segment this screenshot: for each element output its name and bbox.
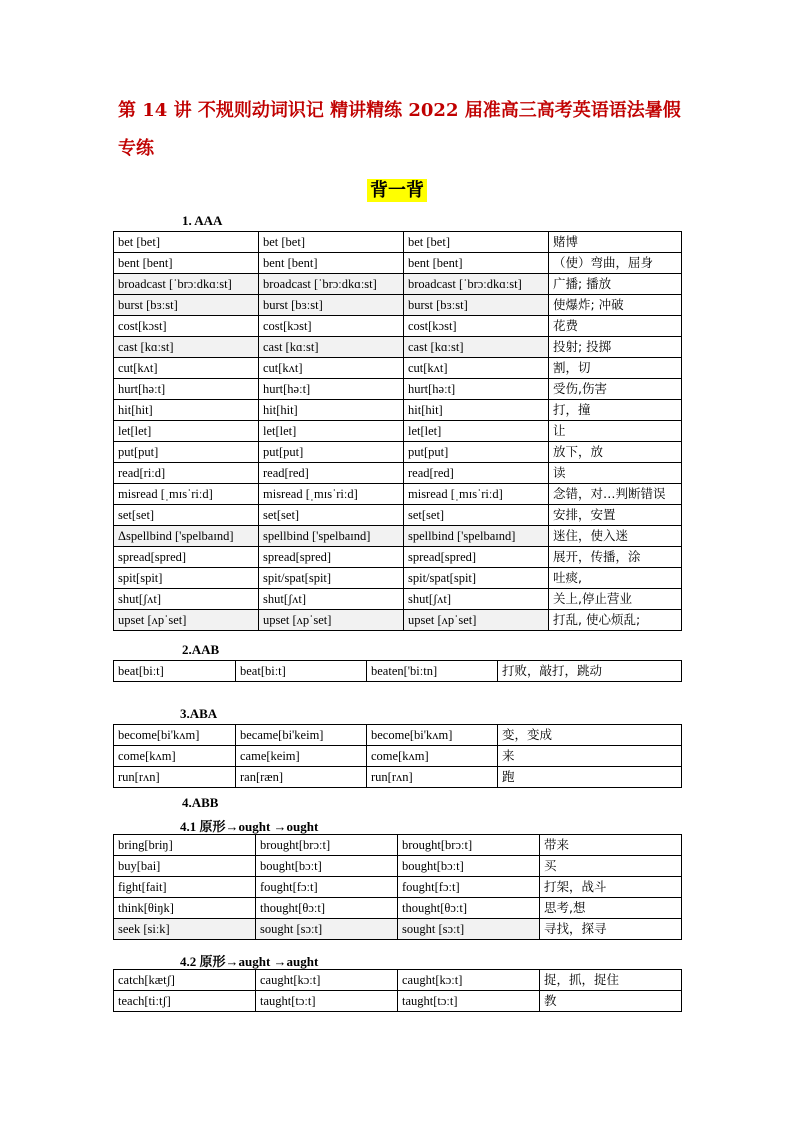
table-row <box>114 253 682 274</box>
verb-form-cell: upset [ʌpˈset] <box>259 610 404 631</box>
table-row <box>114 767 682 788</box>
verb-form-cell: taught[tɔːt] <box>256 991 398 1012</box>
meaning-cell: 买 <box>540 856 682 877</box>
meaning-cell: 受伤,伤害 <box>549 379 682 400</box>
verb-form-cell: broadcast [ˈbrɔːdkɑːst] <box>259 274 404 295</box>
verb-form-cell: brought[brɔːt] <box>398 835 540 856</box>
table-ought <box>113 834 682 940</box>
verb-form-cell: cast [kɑːst] <box>404 337 549 358</box>
table-aught <box>113 969 682 1012</box>
table-row <box>114 991 682 1012</box>
verb-form-cell: beat[biːt] <box>114 661 236 682</box>
verb-form-cell: set[set] <box>404 505 549 526</box>
verb-form-cell: bet [bet] <box>259 232 404 253</box>
meaning-cell: 广播; 播放 <box>549 274 682 295</box>
verb-form-cell: let[let] <box>114 421 259 442</box>
verb-form-cell: misread [ˌmɪsˈriːd] <box>404 484 549 505</box>
meaning-cell: 读 <box>549 463 682 484</box>
table-row <box>114 746 682 767</box>
verb-form-cell: spellbind ['spelbaɪnd] <box>404 526 549 547</box>
verb-form-cell: ran[ræn] <box>236 767 367 788</box>
meaning-cell: 念错，对…判断错误 <box>549 484 682 505</box>
verb-form-cell: hit[hit] <box>259 400 404 421</box>
verb-form-cell: broadcast [ˈbrɔːdkɑːst] <box>114 274 259 295</box>
verb-form-cell: spit/spat[spit] <box>404 568 549 589</box>
meaning-cell: 迷住，使入迷 <box>549 526 682 547</box>
verb-form-cell: catch[kætʃ] <box>114 970 256 991</box>
verb-form-cell: come[kʌm] <box>114 746 236 767</box>
verb-form-cell: set[set] <box>114 505 259 526</box>
table-row <box>114 337 682 358</box>
highlighted-heading: 背一背 <box>367 179 427 202</box>
table-row <box>114 919 682 940</box>
verb-form-cell: broadcast [ˈbrɔːdkɑːst] <box>404 274 549 295</box>
verb-form-cell: beat[biːt] <box>236 661 367 682</box>
verb-form-cell: cut[kʌt] <box>114 358 259 379</box>
table-row <box>114 835 682 856</box>
label-aba: 3.ABA <box>180 706 218 721</box>
verb-form-cell: cost[kɔst] <box>259 316 404 337</box>
label-aught: 4.2 原形→aught →aught <box>180 954 319 969</box>
table-row <box>114 463 682 484</box>
meaning-cell: 带来 <box>540 835 682 856</box>
verb-form-cell: spit[spit] <box>114 568 259 589</box>
table-row <box>114 568 682 589</box>
verb-form-cell: cut[kʌt] <box>404 358 549 379</box>
table-row <box>114 725 682 746</box>
label-abb: 4.ABB <box>182 795 219 810</box>
verb-form-cell: bent [bent] <box>114 253 259 274</box>
verb-form-cell: bought[bɔːt] <box>398 856 540 877</box>
verb-form-cell: cast [kɑːst] <box>259 337 404 358</box>
verb-form-cell: shut[ʃʌt] <box>404 589 549 610</box>
verb-form-cell: taught[tɔːt] <box>398 991 540 1012</box>
table-row <box>114 877 682 898</box>
meaning-cell: 关上,停止营业 <box>549 589 682 610</box>
meaning-cell: 投射; 投掷 <box>549 337 682 358</box>
verb-form-cell: hit[hit] <box>404 400 549 421</box>
section-heading <box>0 176 794 202</box>
meaning-cell: 花费 <box>549 316 682 337</box>
verb-form-cell: thought[θɔːt] <box>256 898 398 919</box>
verb-form-cell: misread [ˌmɪsˈriːd] <box>114 484 259 505</box>
verb-form-cell: cast [kɑːst] <box>114 337 259 358</box>
table-row <box>114 589 682 610</box>
meaning-cell: 赌博 <box>549 232 682 253</box>
verb-form-cell: Δspellbind ['spelbaɪnd] <box>114 526 259 547</box>
verb-form-cell: misread [ˌmɪsˈriːd] <box>259 484 404 505</box>
verb-form-cell: spread[spred] <box>114 547 259 568</box>
verb-form-cell: seek [siːk] <box>114 919 256 940</box>
verb-form-cell: bent [bent] <box>259 253 404 274</box>
table-row <box>114 526 682 547</box>
table-row <box>114 274 682 295</box>
meaning-cell: 安排，安置 <box>549 505 682 526</box>
verb-form-cell: hurt[həːt] <box>404 379 549 400</box>
document-title: 第 14 讲 不规则动词识记 精讲精练 2022 届准高三高考英语语法暑假专练 <box>118 100 681 159</box>
table-row <box>114 970 682 991</box>
verb-form-cell: spit/spat[spit] <box>259 568 404 589</box>
meaning-cell: 教 <box>540 991 682 1012</box>
meaning-cell: 让 <box>549 421 682 442</box>
verb-form-cell: spread[spred] <box>404 547 549 568</box>
verb-form-cell: fought[fɔːt] <box>398 877 540 898</box>
verb-form-cell: put[put] <box>404 442 549 463</box>
verb-form-cell: buy[bai] <box>114 856 256 877</box>
verb-form-cell: cost[kɔst] <box>114 316 259 337</box>
table-row <box>114 898 682 919</box>
meaning-cell: 割，切 <box>549 358 682 379</box>
verb-form-cell: read[red] <box>404 463 549 484</box>
verb-form-cell: upset [ʌpˈset] <box>404 610 549 631</box>
verb-form-cell: hurt[həːt] <box>259 379 404 400</box>
table-aaa <box>113 231 682 631</box>
meaning-cell: 跑 <box>498 767 682 788</box>
verb-form-cell: bought[bɔːt] <box>256 856 398 877</box>
verb-form-cell: caught[kɔːt] <box>398 970 540 991</box>
verb-form-cell: fought[fɔːt] <box>256 877 398 898</box>
verb-form-cell: bring[briŋ] <box>114 835 256 856</box>
verb-form-cell: upset [ʌpˈset] <box>114 610 259 631</box>
verb-form-cell: become[bi'kʌm] <box>367 725 498 746</box>
verb-form-cell: fight[fait] <box>114 877 256 898</box>
verb-form-cell: thought[θɔːt] <box>398 898 540 919</box>
verb-form-cell: cost[kɔst] <box>404 316 549 337</box>
meaning-cell: 寻找，探寻 <box>540 919 682 940</box>
verb-form-cell: think[θiŋk] <box>114 898 256 919</box>
verb-form-cell: spread[spred] <box>259 547 404 568</box>
meaning-cell: 打，撞 <box>549 400 682 421</box>
verb-form-cell: cut[kʌt] <box>259 358 404 379</box>
verb-form-cell: bet [bet] <box>114 232 259 253</box>
verb-form-cell: teach[tiːtʃ] <box>114 991 256 1012</box>
table-row <box>114 316 682 337</box>
meaning-cell: 思考,想 <box>540 898 682 919</box>
verb-form-cell: let[let] <box>404 421 549 442</box>
verb-form-cell: let[let] <box>259 421 404 442</box>
verb-form-cell: read[riːd] <box>114 463 259 484</box>
verb-form-cell: hit[hit] <box>114 400 259 421</box>
table-row <box>114 421 682 442</box>
table-row <box>114 358 682 379</box>
verb-form-cell: shut[ʃʌt] <box>259 589 404 610</box>
verb-form-cell: hurt[həːt] <box>114 379 259 400</box>
table-aba <box>113 724 682 788</box>
label-ought: 4.1 原形→ought →ought <box>180 819 319 834</box>
meaning-cell: 来 <box>498 746 682 767</box>
verb-form-cell: bet [bet] <box>404 232 549 253</box>
verb-form-cell: burst [bɜːst] <box>114 295 259 316</box>
verb-form-cell: run[rʌn] <box>114 767 236 788</box>
label-aaa: 1. AAA <box>182 213 223 228</box>
table-row <box>114 442 682 463</box>
table-row <box>114 610 682 631</box>
verb-form-cell: brought[brɔːt] <box>256 835 398 856</box>
meaning-cell: 打乱, 使心烦乱; <box>549 610 682 631</box>
verb-form-cell: come[kʌm] <box>367 746 498 767</box>
verb-form-cell: beaten['biːtn] <box>367 661 498 682</box>
meaning-cell: 打架，战斗 <box>540 877 682 898</box>
verb-form-cell: became[bi'keim] <box>236 725 367 746</box>
meaning-cell: 捉，抓，捉住 <box>540 970 682 991</box>
verb-form-cell: put[put] <box>259 442 404 463</box>
verb-form-cell: sought [sɔːt] <box>398 919 540 940</box>
table-row <box>114 232 682 253</box>
table-row <box>114 547 682 568</box>
verb-form-cell: sought [sɔːt] <box>256 919 398 940</box>
table-row <box>114 505 682 526</box>
meaning-cell: 打败，敲打，跳动 <box>498 661 682 682</box>
verb-form-cell: came[keim] <box>236 746 367 767</box>
table-row <box>114 661 682 682</box>
table-row <box>114 295 682 316</box>
meaning-cell: 展开，传播，涂 <box>549 547 682 568</box>
verb-form-cell: shut[ʃʌt] <box>114 589 259 610</box>
meaning-cell: 使爆炸; 冲破 <box>549 295 682 316</box>
verb-form-cell: bent [bent] <box>404 253 549 274</box>
meaning-cell: 变，变成 <box>498 725 682 746</box>
verb-form-cell: burst [bɜːst] <box>404 295 549 316</box>
verb-form-cell: become[bi'kʌm] <box>114 725 236 746</box>
table-row <box>114 379 682 400</box>
verb-form-cell: spellbind ['spelbaɪnd] <box>259 526 404 547</box>
meaning-cell: 吐痰, <box>549 568 682 589</box>
meaning-cell: 放下，放 <box>549 442 682 463</box>
verb-form-cell: run[rʌn] <box>367 767 498 788</box>
table-row <box>114 484 682 505</box>
table-aab <box>113 660 682 682</box>
verb-form-cell: burst [bɜːst] <box>259 295 404 316</box>
verb-form-cell: caught[kɔːt] <box>256 970 398 991</box>
table-row <box>114 856 682 877</box>
meaning-cell: （使）弯曲，屈身 <box>549 253 682 274</box>
verb-form-cell: set[set] <box>259 505 404 526</box>
table-row <box>114 400 682 421</box>
label-aab: 2.AAB <box>182 642 220 657</box>
verb-form-cell: read[red] <box>259 463 404 484</box>
verb-form-cell: put[put] <box>114 442 259 463</box>
